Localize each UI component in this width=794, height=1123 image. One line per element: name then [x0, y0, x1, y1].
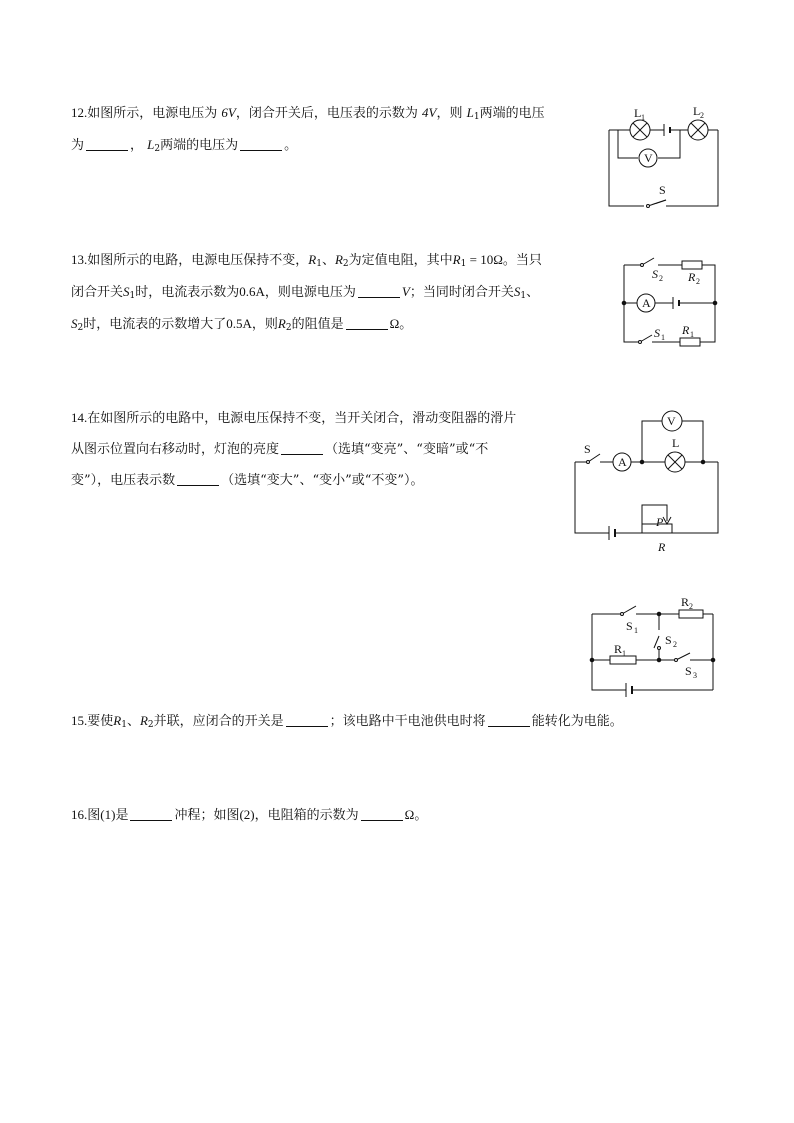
answer-blank[interactable]: [177, 473, 219, 486]
answer-blank[interactable]: [240, 138, 282, 151]
svg-text:R: R: [688, 270, 696, 284]
svg-text:L: L: [693, 104, 701, 118]
question-number: 14.: [71, 410, 88, 425]
resistor-r1-icon: [680, 338, 700, 346]
svg-text:S: S: [654, 326, 660, 340]
wire: [642, 421, 662, 462]
question-16: [71, 799, 711, 831]
svg-text:A: A: [618, 455, 627, 469]
question-number: 16.: [71, 807, 88, 822]
question-13: [71, 244, 611, 340]
question-14: [71, 402, 561, 496]
svg-text:S: S: [626, 619, 633, 633]
wire: [575, 462, 609, 533]
svg-text:A: A: [642, 296, 651, 310]
switch-s2-icon: [642, 258, 654, 265]
svg-text:3: 3: [693, 671, 697, 680]
wire: [672, 462, 718, 533]
question-13-line-3: $S_2$时，电流表的示数增大了0.5A，则$R_2$的阻值是 Ω。: [71, 316, 413, 333]
svg-text:1: 1: [634, 626, 638, 635]
svg-text:2: 2: [659, 274, 663, 283]
question-number: 15.: [71, 713, 88, 728]
question-12-line-1: 12.如图所示，电源电压为 6V，闭合开关后，电压表的示数为 4V，则 $L_1$两端的电压: [71, 105, 545, 122]
circuit-diagram-15: [586, 592, 726, 696]
wire: [682, 421, 703, 462]
svg-text:S: S: [665, 633, 672, 647]
svg-text:R: R: [658, 540, 666, 554]
question-13-line-1: 13.如图所示的电路，电源电压保持不变，$R_1$、$R_2$为定值电阻，其中$R_1 = 10\Omega$。当只: [71, 252, 542, 269]
answer-blank[interactable]: [130, 808, 172, 821]
svg-text:2: 2: [700, 111, 704, 120]
svg-text:1: 1: [661, 333, 665, 342]
question-14-line-1: 14.在如图所示的电路中，电源电压保持不变，当开关闭合，滑动变阻器的滑片: [71, 410, 517, 426]
svg-text:L: L: [634, 106, 642, 120]
svg-text:P: P: [656, 515, 664, 529]
circuit-diagram-12: [600, 100, 730, 210]
svg-text:1: 1: [690, 330, 694, 339]
question-number: 13.: [71, 252, 88, 267]
circuit-diagram-13: [618, 250, 728, 350]
svg-text:S: S: [652, 267, 658, 281]
switch-s1-icon: [640, 335, 652, 342]
switch-s1-icon: [622, 606, 636, 614]
question-12-line-2: 为 ， $L_2$两端的电压为 。: [71, 137, 298, 154]
answer-blank[interactable]: [281, 442, 323, 455]
question-number: 12.: [71, 105, 88, 120]
svg-text:R: R: [614, 642, 623, 656]
switch-s3-icon: [676, 653, 690, 660]
answer-blank[interactable]: [361, 808, 403, 821]
question-14-line-3: 变”），电压表示数 （选填“变大”、“变小”或“不变”）。: [71, 473, 424, 488]
wire: [658, 130, 680, 158]
svg-text:2: 2: [696, 277, 700, 286]
svg-text:1: 1: [641, 113, 645, 122]
question-15-line-1: 15.要使$R_1$、$R_2$并联，应闭合的开关是 ；该电路中干电池供电时将 能转化为电能。: [71, 713, 623, 730]
answer-blank[interactable]: [86, 138, 128, 151]
svg-text:V: V: [667, 414, 676, 428]
question-14-line-2: 从图示位置向右移动时，灯泡的亮度 （选填“变亮”、“变暗”或“不: [71, 442, 489, 457]
svg-text:V: V: [644, 151, 653, 165]
svg-text:1: 1: [622, 649, 626, 658]
answer-blank[interactable]: [488, 714, 530, 727]
circuit-diagram-14: [570, 405, 730, 555]
answer-blank[interactable]: [286, 714, 328, 727]
svg-text:R: R: [681, 595, 690, 609]
question-15: [71, 705, 711, 737]
svg-text:L: L: [672, 436, 680, 450]
answer-blank[interactable]: [346, 317, 388, 330]
answer-blank[interactable]: [358, 285, 400, 298]
question-13-line-2: 闭合开关$S_1$时，电流表示数为0.6A，则电源电压为 V；当同时闭合开关$S_1$、: [71, 284, 540, 301]
svg-text:2: 2: [673, 640, 677, 649]
resistor-r2-icon: [679, 610, 703, 618]
question-16-line-1: 16.图(1)是 冲程；如图(2)，电阻箱的示数为 Ω。: [71, 807, 428, 823]
svg-text:S: S: [685, 664, 692, 678]
resistor-r2-icon: [682, 261, 702, 269]
svg-text:S: S: [584, 442, 591, 456]
svg-text:S: S: [659, 183, 666, 197]
question-12: [71, 97, 591, 161]
svg-text:R: R: [682, 323, 690, 337]
svg-text:2: 2: [689, 602, 693, 611]
